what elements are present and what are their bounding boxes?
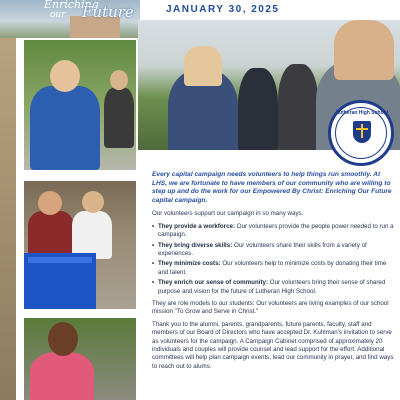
seal-inner-ring bbox=[335, 107, 387, 159]
bullet-text: Our volunteers provide the people power needed to run a campaign. bbox=[158, 222, 394, 239]
volunteers-photo-2 bbox=[24, 181, 136, 309]
thank-you-paragraph: Thank you to the alumni, parents, grandparents, future parents, faculty, staff and members of our Board of Directors who have accepted Dr. Kuhlman's invitation to serve as volunteers for the campaign. A Campaign Cabinet comprised of approximately 20 individuals and couples will provide counsel and lead support for the effort. Additional committees will help plan campaign events, lead our community in prayer, and find ways to reach out to alums. bbox=[152, 320, 394, 370]
bullet-text: Our volunteers help to minimize costs by donating their time and talent. bbox=[158, 260, 387, 276]
volunteer-photo-3 bbox=[24, 318, 136, 400]
seal-ring-text: Lutheran High School bbox=[336, 110, 388, 116]
cross-icon bbox=[361, 124, 363, 138]
issue-date: JANUARY 30, 2025 bbox=[166, 4, 280, 15]
volunteer-head bbox=[38, 191, 62, 215]
benefits-list bbox=[152, 223, 396, 296]
volunteer-figure bbox=[72, 211, 112, 259]
left-edge-photo-strip bbox=[0, 38, 16, 400]
lead-paragraph: Every capital campaign needs volunteers to help things run smoothly. At LHS, we are fortunate to have members of our community who are willing to step up and do the work for our Empowered By Christ: Enriching Our Future capital campaign. bbox=[152, 171, 392, 204]
list-item bbox=[152, 242, 396, 259]
school-seal bbox=[328, 100, 394, 166]
list-item bbox=[152, 279, 396, 296]
volunteer-head bbox=[110, 70, 128, 90]
volunteer-head bbox=[50, 60, 80, 92]
blue-bin-rim bbox=[28, 257, 92, 263]
role-models-paragraph: They are role models to our students: Our volunteers are living examples of our school mission "To Grow and Serve in Christ." bbox=[152, 300, 389, 316]
bullet-label: They minimize costs: bbox=[158, 260, 221, 268]
student-figure bbox=[238, 68, 278, 150]
brand-word-2: our bbox=[50, 10, 66, 20]
volunteer-figure bbox=[104, 88, 134, 148]
intro-paragraph: Our volunteers support our campaign in so many ways. bbox=[152, 210, 304, 218]
bullet-label: They provide a workforce: bbox=[158, 222, 236, 230]
bullet-text: Our volunteers bring their sense of shared purpose and vision for the future of Lutheran High School. bbox=[158, 279, 386, 295]
volunteer-figure bbox=[30, 352, 94, 400]
list-item bbox=[152, 260, 396, 277]
bullet-label: They enrich our sense of community: bbox=[158, 279, 269, 287]
volunteers-photo-1 bbox=[24, 40, 136, 170]
brand-word-3: Future bbox=[82, 3, 134, 21]
article-body bbox=[152, 171, 396, 375]
campaign-logo bbox=[44, 0, 144, 24]
cross-bar bbox=[356, 128, 368, 130]
student-figure bbox=[278, 64, 318, 150]
student-head bbox=[334, 20, 394, 80]
student-head bbox=[184, 46, 222, 86]
volunteer-head bbox=[48, 322, 78, 356]
bullet-label: They bring diverse skills: bbox=[158, 241, 233, 249]
list-item bbox=[152, 223, 396, 240]
volunteer-head bbox=[82, 191, 104, 213]
volunteer-figure bbox=[30, 86, 100, 170]
bullet-text: Our volunteers share their skills from a variety of experiences. bbox=[158, 241, 367, 257]
brand-word-1: Enriching bbox=[44, 0, 99, 11]
